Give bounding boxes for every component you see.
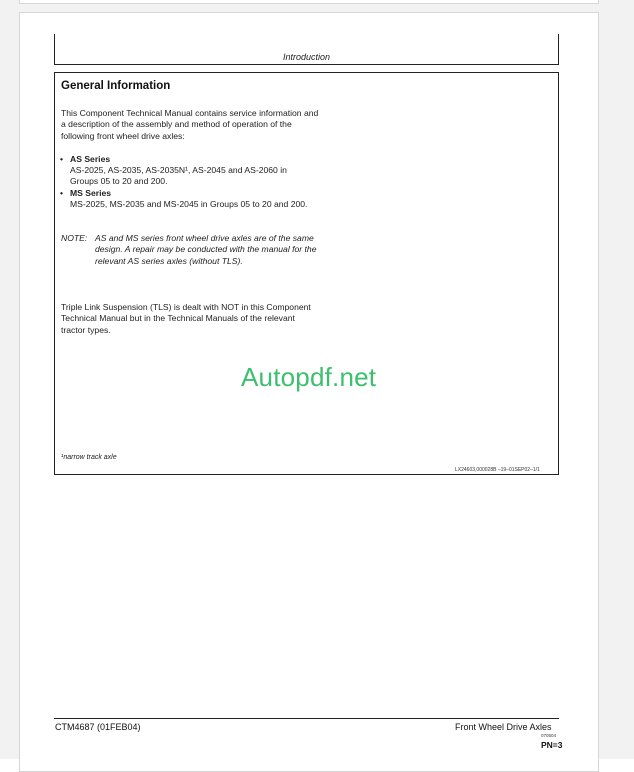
tls-paragraph: Triple Link Suspension (TLS) is dealt with NOT in this Component Technical Manual but in the Technical Manuals of the relevant tractor types. — [61, 302, 311, 335]
header-left-rule — [54, 34, 55, 64]
footer-manual-id: CTM4687 (01FEB04) — [55, 722, 141, 732]
footer-rule — [54, 718, 559, 719]
list-item-as-series — [60, 154, 310, 187]
footnote: ¹narrow track axle — [61, 454, 117, 461]
bullet-icon: • — [60, 154, 64, 164]
footer-page-number: PN=3 — [541, 740, 563, 750]
footer-small-code: 070504 — [541, 733, 557, 738]
series-description: AS-2025, AS-2035, AS-2035N¹, AS-2045 and AS-2060 in Groups 05 to 20 and 200. — [70, 165, 287, 186]
list-item-ms-series — [60, 188, 310, 210]
watermark-text: Autopdf.net — [241, 362, 377, 392]
footer-manual-title: Front Wheel Drive Axles — [455, 722, 552, 732]
header-bottom-rule — [54, 64, 559, 65]
reference-code: LX24603,000028B –19–01SEP02–1/1 — [455, 467, 540, 473]
note-text: AS and MS series front wheel drive axles are of the same design. A repair may be conducted with the manual for the relevant AS series axles (without TLS). — [95, 233, 317, 266]
series-name: AS Series — [70, 154, 111, 164]
section-heading: General Information — [61, 80, 171, 92]
header-right-rule — [558, 34, 559, 64]
series-description: MS-2025, MS-2035 and MS-2045 in Groups 05 to 20 and 200. — [70, 199, 308, 209]
header-section-title: Introduction — [283, 52, 331, 62]
intro-paragraph: This Component Technical Manual contains service information and a description of the assembly and method of operation of the following front wheel drive axles: — [61, 108, 319, 141]
bullet-icon: • — [60, 188, 64, 198]
note-label: NOTE: — [61, 233, 88, 243]
previous-page-edge — [19, 0, 599, 4]
series-name: MS Series — [70, 188, 112, 198]
